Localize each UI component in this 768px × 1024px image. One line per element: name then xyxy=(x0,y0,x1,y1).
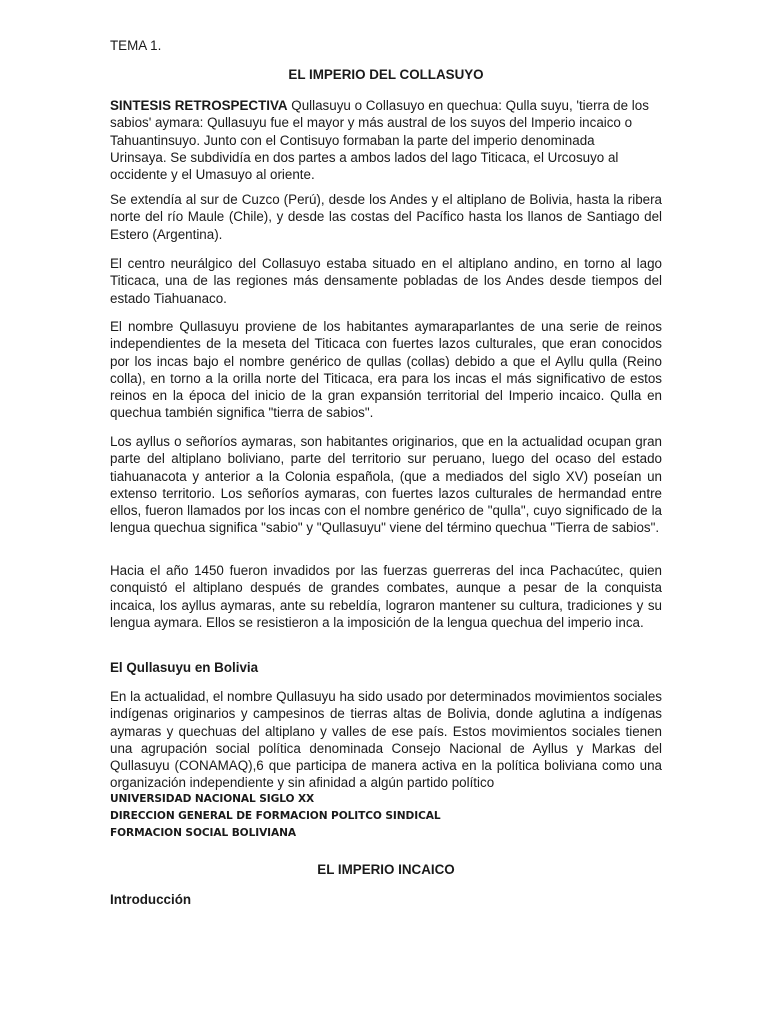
direction-name: DIRECCION GENERAL DE FORMACION POLITCO SINDICAL xyxy=(110,810,441,822)
document-title-2: EL IMPERIO INCAICO xyxy=(317,862,455,877)
paragraph-synthesis xyxy=(110,97,650,183)
paragraph-invasion: Hacia el año 1450 fueron invadidos por las fuerzas guerreras del inca Pachacútec, quien conquistó el altiplano después de grandes combates, aunque a pesar de la conquista incaica, los ayllus aymaras, ante su rebeldía, lograron mantener su cultura, tradiciones y su lengua aymara. Ellos se resistieron a la imposición de la lengua quechua del imperio inca. xyxy=(110,563,662,630)
paragraph-center: El centro neurálgico del Collasuyo estaba situado en el altiplano andino, en torno al lago Titicaca, una de las regiones más densamente pobladas de los Andes desde tiempos del estado Tiahuanaco. xyxy=(110,256,662,306)
course-name: FORMACION SOCIAL BOLIVIANA xyxy=(110,827,296,839)
document-title: EL IMPERIO DEL COLLASUYO xyxy=(288,67,484,82)
university-name: UNIVERSIDAD NACIONAL SIGLO XX xyxy=(110,793,315,805)
paragraph-ayllus: Los ayllus o señoríos aymaras, son habitantes originarios, que en la actualidad ocupan gran parte del altiplano boliviano, parte del territorio sur peruano, luego del ocaso del estado tiahuanacota y anterior a la Colonia española, (que a mediados del siglo XV) poseían un extenso territorio. Los señoríos aymaras, con fuertes lazos culturales de hermandad entre ellos, fueron llamados por los incas con el nombre genérico de "qulla", cuyo significado de la lengua quechua significa "sabio" y "Qullasuyu" viene del término quechua "Tierra de sabios". xyxy=(110,434,662,536)
paragraph-extent: Se extendía al sur de Cuzco (Perú), desde los Andes y el altiplano de Bolivia, hasta la ribera norte del río Maule (Chile), y desde las costas del Pacífico hasta los llanos de Santiago del Estero (Argentina). xyxy=(110,192,662,242)
synthesis-text: Qullasuyu o Collasuyo en quechua: Qulla suyu, 'tierra de los sabios' aymara: Qullasuyu fue el mayor y más austral de los suyos del Imperio incaico o Tahuantinsuyo. Junto con el Contisuyo formaban la parte del imperio denominada Urinsaya. Se subdividía en dos partes a ambos lados del lago Titicaca, el Urcosuyo al occidente y el Umasuyo al oriente. xyxy=(110,98,649,183)
paragraph-bolivia: En la actualidad, el nombre Qullasuyu ha sido usado por determinados movimientos sociales indígenas originarios y campesinos de tierras altas de Bolivia, donde aglutina a indígenas aymaras y quechuas del altiplano y valles de ese país. Estos movimientos sociales tienen una agrupación social política denominada Consejo Nacional de Ayllus y Markas del Qullasuyu (CONAMAQ),6 que participa de manera activa en la política boliviana como una organización independiente y sin afinidad a algún partido político xyxy=(110,689,662,791)
section-heading-introduction: Introducción xyxy=(110,892,192,907)
section-heading-bolivia: El Qullasuyu en Bolivia xyxy=(110,660,259,675)
synthesis-lead: SINTESIS RETROSPECTIVA xyxy=(110,98,288,113)
topic-label: TEMA 1. xyxy=(110,38,162,53)
paragraph-name-origin: El nombre Qullasuyu proviene de los habitantes aymaraparlantes de una serie de reinos independientes de la meseta del Titicaca con fuertes lazos culturales, que eran conocidos por los incas bajo el nombre genérico de qullas (collas) debido a que el Ayllu qulla (Reino colla), en torno a la orilla norte del Titicaca, era para los incas el más significativo de estos reinos en la época del inicio de la gran expansión territorial del Imperio incaico. Qulla en quechua también significa "tierra de sabios". xyxy=(110,319,662,421)
